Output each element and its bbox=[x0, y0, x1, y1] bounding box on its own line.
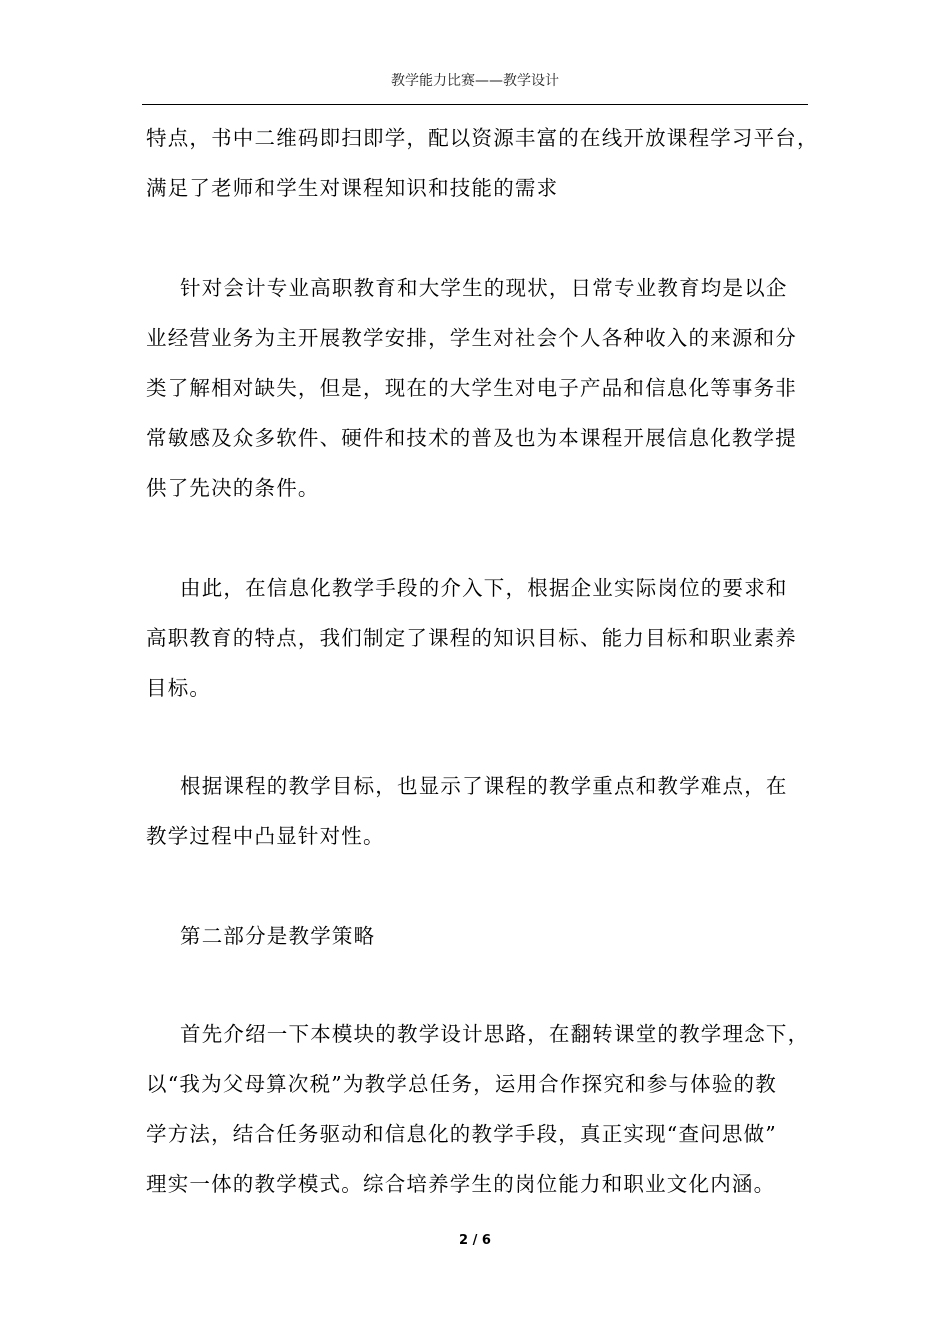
text-line: 教学过程中凸显针对性。 bbox=[146, 824, 385, 848]
text-line: 高职教育的特点，我们制定了课程的知识目标、能力目标和职业素养 bbox=[146, 626, 797, 650]
page-number: 2 / 6 bbox=[459, 1233, 491, 1248]
header-divider bbox=[142, 104, 808, 105]
text-line: 目标。 bbox=[146, 676, 212, 700]
page-header: 教学能力比赛——教学设计 bbox=[391, 73, 559, 89]
text-line: 首先介绍一下本模块的教学设计思路，在翻转课堂的教学理念下， bbox=[180, 1022, 810, 1046]
text-line: 业经营业务为主开展教学安排，学生对社会个人各种收入的来源和分 bbox=[146, 326, 797, 350]
text-line: 以“我为父母算次税”为教学总任务，运用合作探究和参与体验的教 bbox=[146, 1072, 777, 1096]
text-line: 理实一体的教学模式。综合培养学生的岗位能力和职业文化内涵。 bbox=[146, 1172, 776, 1196]
section-heading: 第二部分是教学策略 bbox=[180, 924, 376, 948]
text-line: 供了先决的条件。 bbox=[146, 476, 320, 500]
text-line: 常敏感及众多软件、硬件和技术的普及也为本课程开展信息化教学提 bbox=[146, 426, 797, 450]
text-line: 特点，书中二维码即扫即学，配以资源丰富的在线开放课程学习平台， bbox=[146, 126, 819, 150]
text-line: 学方法，结合任务驱动和信息化的教学手段，真正实现“查问思做” bbox=[146, 1122, 777, 1146]
text-line: 满足了老师和学生对课程知识和技能的需求 bbox=[146, 176, 559, 200]
text-line: 根据课程的教学目标，也显示了课程的教学重点和教学难点，在 bbox=[180, 774, 788, 798]
text-line: 由此，在信息化教学手段的介入下，根据企业实际岗位的要求和 bbox=[180, 576, 788, 600]
text-line: 类了解相对缺失，但是，现在的大学生对电子产品和信息化等事务非 bbox=[146, 376, 797, 400]
text-line: 针对会计专业高职教育和大学生的现状，日常专业教育均是以企 bbox=[180, 276, 788, 300]
